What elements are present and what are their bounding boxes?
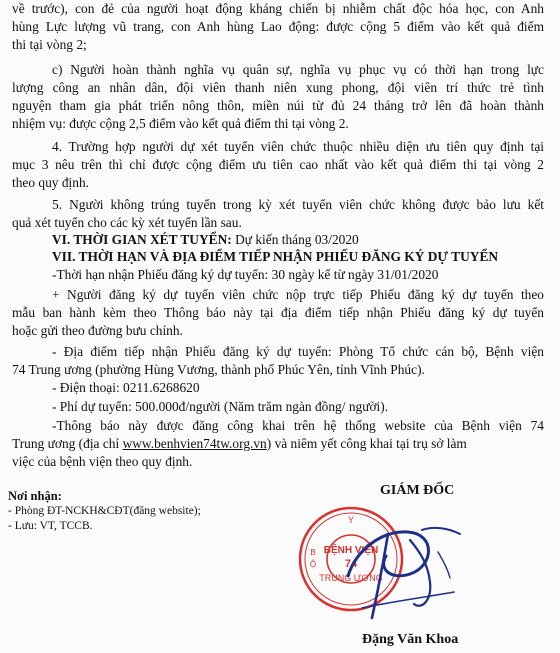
signer-position: GIÁM ĐỐC <box>380 483 455 498</box>
body-line: mục 3 nêu trên thì chỉ được cộng điểm ưu tiên cao nhất vào kết quả điểm thi tại vòng 2 <box>12 157 544 172</box>
signer-name: Đặng Văn Khoa <box>362 632 459 647</box>
website-link[interactable]: www.benhvien74tw.org.vn <box>122 436 267 451</box>
body-line: -Thời hạn nhận Phiếu đăng ký dự tuyển: 30 ngày kể từ ngày 31/01/2020 <box>52 267 439 282</box>
stamp-side-letter: Ộ <box>309 560 317 569</box>
body-line: lượng công an nhân dân, đội viên thanh niên xung phong, đội viên trí thức trẻ tình <box>12 80 544 95</box>
body-line: -Thông báo này được đăng công khai trên hệ thống website của Bệnh viện 74 <box>52 418 544 433</box>
stamp-number: 74 <box>344 558 358 570</box>
recipients-title: Nơi nhận: <box>8 489 62 503</box>
section-6-value: Dự kiến tháng 03/2020 <box>235 232 359 247</box>
body-line: quả xét tuyển cho các kỳ xét tuyển lần sau. <box>12 215 242 230</box>
body-line: việc của bệnh viện theo quy định. <box>12 454 193 469</box>
body-line: thi tại vòng 2; <box>12 37 87 52</box>
body-line: - Phí dự tuyển: 500.000đ/người (Năm trăm ngàn đồng/ người). <box>52 399 389 414</box>
recipient-item: - Lưu: VT, TCCB. <box>8 520 93 532</box>
body-line: Trung ương (địa chỉ www.benhvien74tw.org.vn) và niêm yết công khai tại trụ sở làm <box>12 436 467 451</box>
body-line: về trước), con đẻ của người hoạt động kháng chiến bị nhiễm chất độc hóa học, con Anh <box>12 1 544 16</box>
handwritten-signature <box>323 512 476 630</box>
section-7-heading: VII. THỜI HẠN VÀ ĐỊA ĐIỂM TIẾP NHẬN PHIẾU ĐĂNG KÝ DỰ TUYỂN <box>52 249 499 264</box>
body-line: 74 Trung ương (phường Hùng Vương, thành phố Phúc Yên, tỉnh Vĩnh Phúc). <box>12 362 425 377</box>
body-line: hoặc gửi theo đường bưu chính. <box>12 323 183 338</box>
stamp-text: BỆNH VIỆN <box>323 545 379 556</box>
recipient-item: - Phòng ĐT-NCKH&CĐT(đăng website); <box>8 505 201 517</box>
stamp-text: TRUNG ƯƠNG <box>319 573 383 583</box>
stamp-side-letter: B <box>310 548 316 557</box>
body-line: 4. Trường hợp người dự xét tuyển viên chức thuộc nhiều diện ưu tiên quy định tại <box>52 139 544 154</box>
body-line: - Điện thoại: 0211.6268620 <box>52 380 200 395</box>
section-6 <box>52 232 359 248</box>
stamp-side-letter: Y <box>347 515 355 525</box>
body-line: - Địa điểm tiếp nhận Phiếu đăng ký dự tuyển: Phòng Tổ chức cán bộ, Bệnh viện <box>52 344 544 359</box>
body-line: + Người đăng ký dự tuyển viên chức nộp trực tiếp Phiếu đăng ký dự tuyển theo <box>52 287 544 302</box>
body-line: theo quy định. <box>12 175 89 190</box>
section-6-heading: VI. THỜI GIAN XÉT TUYỂN: <box>52 232 232 247</box>
body-line: c) Người hoàn thành nghĩa vụ quân sự, nghĩa vụ phục vụ có thời hạn trong lực <box>52 62 544 77</box>
body-line: nguyện tham gia phát triển nông thôn, miền núi từ đủ 24 tháng trở lên đã hoàn thành <box>12 98 544 113</box>
body-line: hùng Lực lượng vũ trang, con Anh hùng Lao động: được cộng 5 điểm vào kết quả điểm <box>12 19 544 34</box>
body-line: mẫu ban hành kèm theo Thông báo này tại địa điểm tiếp nhận Phiếu đăng ký dự tuyển <box>12 305 544 320</box>
body-line: nhiệm vụ: được cộng 2,5 điểm vào kết quả điểm thi tại vòng 2. <box>12 116 349 131</box>
body-line: 5. Người không trúng tuyển trong kỳ xét tuyển viên chức không được bảo lưu kết <box>52 197 544 212</box>
